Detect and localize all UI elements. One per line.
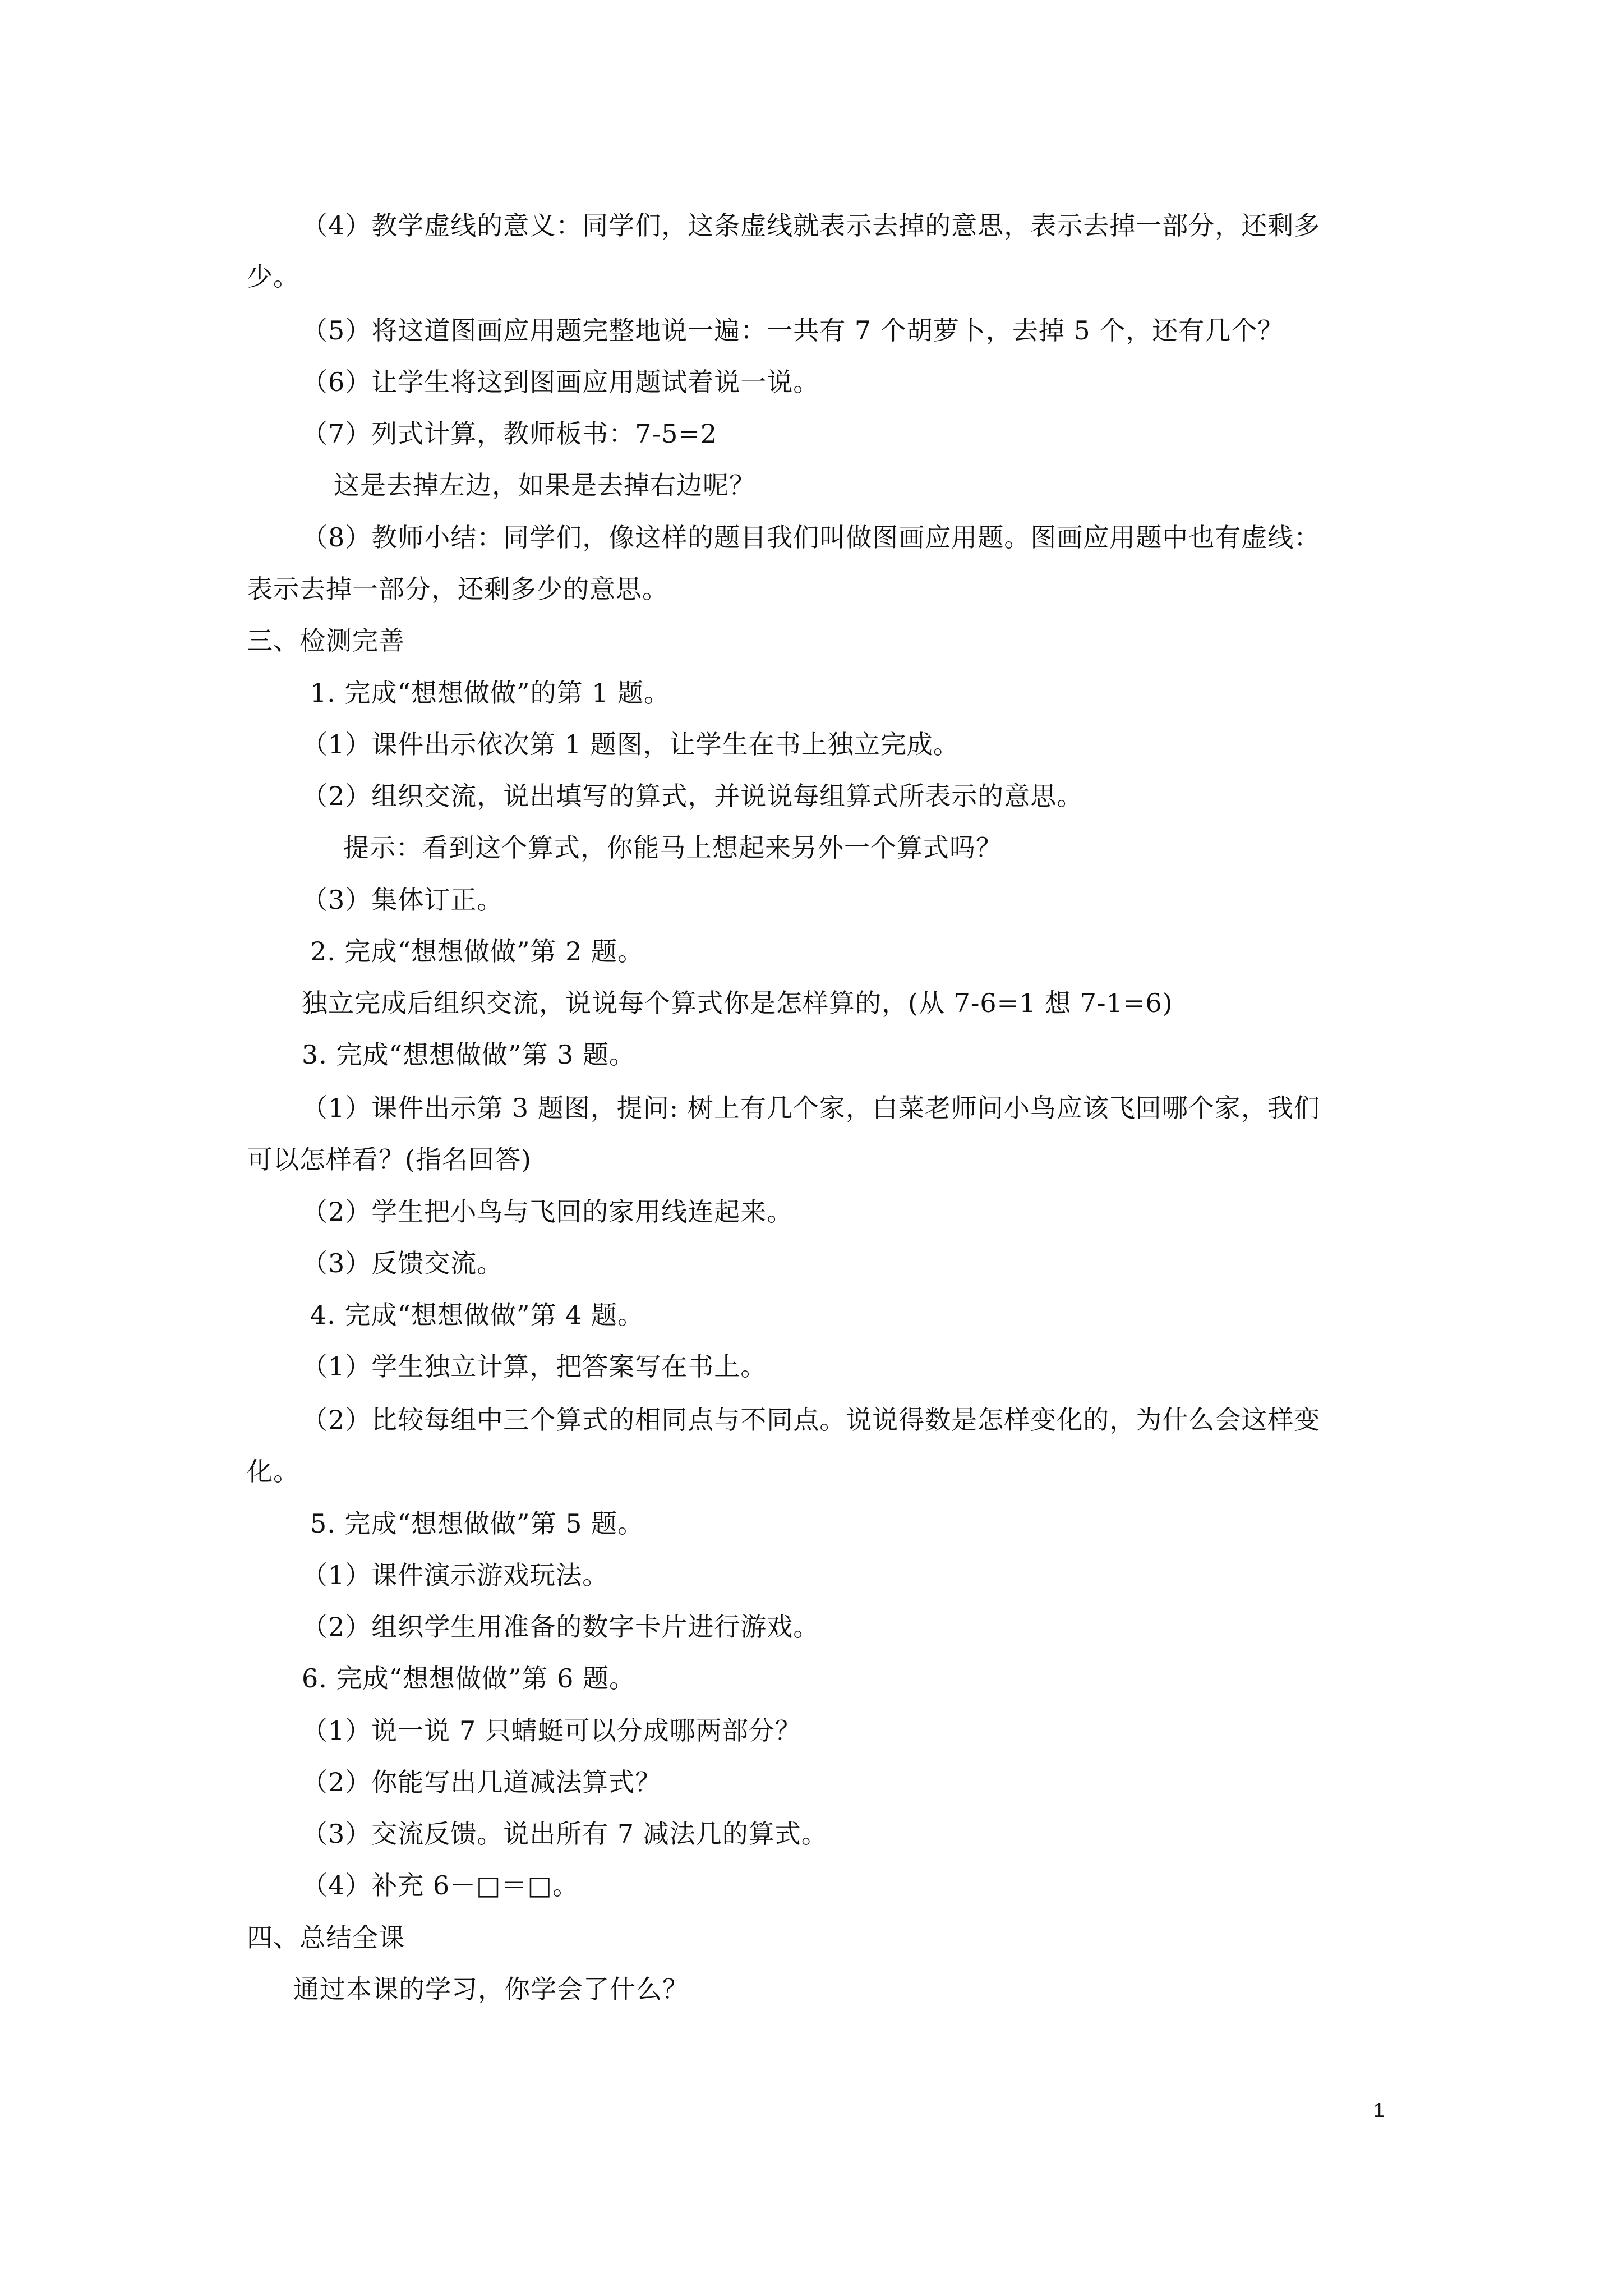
text-line: 化。 (247, 1456, 299, 1487)
text-line: 这是去掉左边，如果是去掉右边呢？ (334, 470, 755, 500)
text-line: （1）说一说 7 只蜻蜓可以分成哪两部分？ (302, 1715, 801, 1746)
section-heading: 四、总结全课 (247, 1922, 405, 1953)
section-heading: 三、检测完善 (247, 625, 405, 656)
page-number: 1 (1373, 2099, 1385, 2122)
text-line: 6. 完成“想想做做”第 6 题。 (302, 1663, 636, 1694)
text-line: （3）交流反馈。说出所有 7 减法几的算式。 (302, 1819, 828, 1849)
text-line: （2）学生把小鸟与飞回的家用线连起来。 (302, 1197, 794, 1227)
text-line: 表示去掉一部分，还剩多少的意思。 (247, 574, 668, 604)
text-line: （8）教师小结：同学们，像这样的题目我们叫做图画应用题。图画应用题中也有虚线： (302, 522, 1321, 553)
text-line: （7）列式计算，教师板书：7-5=2 (302, 418, 718, 449)
text-line: （5）将这道图画应用题完整地说一遍：一共有 7 个胡萝卜，去掉 5 个，还有几个？ (302, 315, 1284, 346)
text-line: 可以怎样看？(指名回答) (247, 1144, 532, 1175)
text-line: （4）教学虚线的意义：同学们，这条虚线就表示去掉的意思，表示去掉一部分，还剩多 (302, 210, 1321, 241)
text-line: 1. 完成“想想做做”的第 1 题。 (310, 678, 671, 708)
text-line: （3）集体订正。 (302, 885, 504, 915)
text-line: 3. 完成“想想做做”第 3 题。 (302, 1039, 636, 1070)
text-line: 少。 (247, 261, 299, 292)
text-line: （2）组织学生用准备的数字卡片进行游戏。 (302, 1612, 820, 1642)
text-line: （1）学生独立计算，把答案写在书上。 (302, 1351, 767, 1382)
text-line: （2）你能写出几道减法算式？ (302, 1767, 662, 1797)
text-line: 提示：看到这个算式，你能马上想起来另外一个算式吗？ (343, 832, 1002, 863)
text-line: （1）课件出示第 3 题图，提问: 树上有几个家，白菜老师问小鸟应该飞回哪个家，我们 (302, 1093, 1320, 1123)
text-line: 独立完成后组织交流，说说每个算式你是怎样算的，(从 7-6=1 想 7-1=6) (302, 988, 1173, 1018)
text-line: （4）补充 6－□＝□。 (302, 1870, 579, 1901)
text-line: （1）课件演示游戏玩法。 (302, 1560, 609, 1590)
text-line: 2. 完成“想想做做”第 2 题。 (310, 936, 644, 967)
text-line: （6）让学生将这到图画应用题试着说一说。 (302, 367, 820, 397)
text-line: 通过本课的学习，你学会了什么？ (293, 1974, 689, 2004)
text-line: （2）组织交流，说出填写的算式，并说说每组算式所表示的意思。 (302, 781, 1083, 811)
text-line: 5. 完成“想想做做”第 5 题。 (310, 1508, 644, 1539)
text-line: 4. 完成“想想做做”第 4 题。 (310, 1300, 644, 1330)
text-line: （3）反馈交流。 (302, 1248, 504, 1278)
text-line: （1）课件出示依次第 1 题图，让学生在书上独立完成。 (302, 729, 960, 760)
text-line: （2）比较每组中三个算式的相同点与不同点。说说得数是怎样变化的，为什么会这样变 (302, 1405, 1321, 1435)
